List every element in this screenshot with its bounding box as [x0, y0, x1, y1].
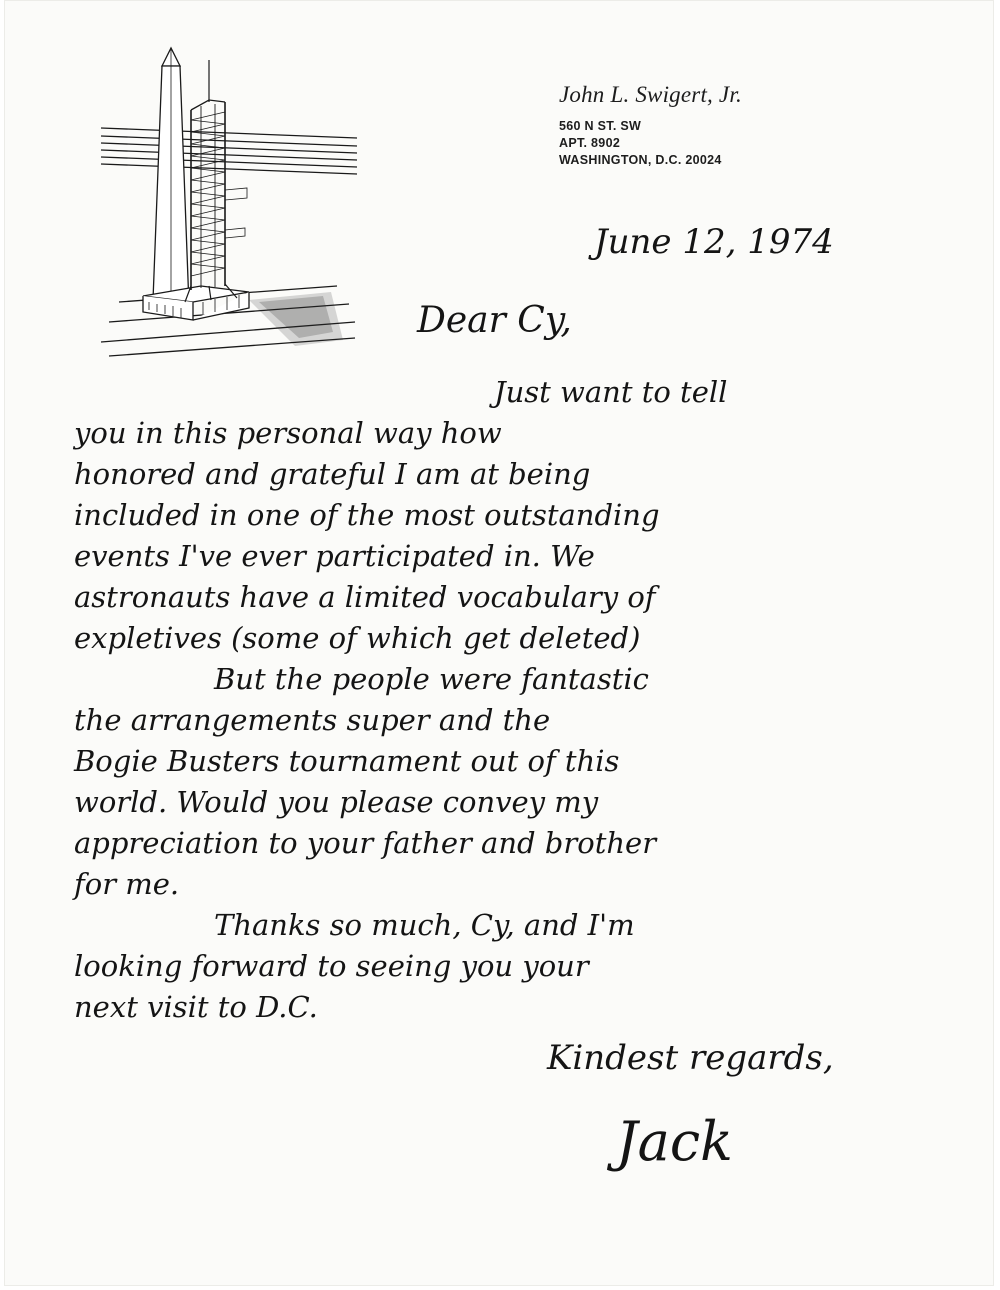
- body-line: Bogie Busters tournament out of this: [74, 744, 620, 778]
- body-line: appreciation to your father and brother: [74, 826, 657, 860]
- letterhead-address-line-1: 560 N ST. SW: [559, 119, 642, 133]
- letter-date: June 12, 1974: [594, 222, 834, 262]
- body-line: you in this personal way how: [74, 416, 502, 450]
- body-line: Thanks so much, Cy, and I'm: [214, 908, 635, 942]
- body-line: Just want to tell: [494, 375, 728, 409]
- letter-body: [74, 372, 914, 1028]
- body-line: astronauts have a limited vocabulary of: [74, 580, 656, 614]
- body-line: the arrangements super and the: [74, 703, 551, 737]
- letterhead-address-line-2: APT. 8902: [559, 136, 621, 150]
- body-line: next visit to D.C.: [74, 990, 318, 1024]
- letter-salutation: Dear Cy,: [417, 300, 572, 341]
- letterhead-name: John L. Swigert, Jr.: [559, 82, 742, 107]
- body-line: events I've ever participated in. We: [74, 539, 595, 573]
- body-line: expletives (some of which get deleted): [74, 621, 641, 655]
- body-line: for me.: [74, 867, 180, 901]
- body-line: looking forward to seeing you your: [74, 949, 589, 983]
- letter-closing: Kindest regards,: [547, 1038, 834, 1078]
- letterhead-address-line-3: WASHINGTON, D.C. 20024: [559, 153, 722, 167]
- letterhead: [559, 82, 742, 169]
- letter-signature: Jack: [616, 1110, 733, 1173]
- washington-monument-launch-tower-icon: [99, 40, 359, 360]
- body-line: But the people were fantastic: [214, 662, 649, 696]
- body-line: included in one of the most outstanding: [74, 498, 660, 532]
- body-line: honored and grateful I am at being: [74, 457, 591, 491]
- letter-sheet: [4, 0, 994, 1286]
- body-line: world. Would you please convey my: [74, 785, 599, 819]
